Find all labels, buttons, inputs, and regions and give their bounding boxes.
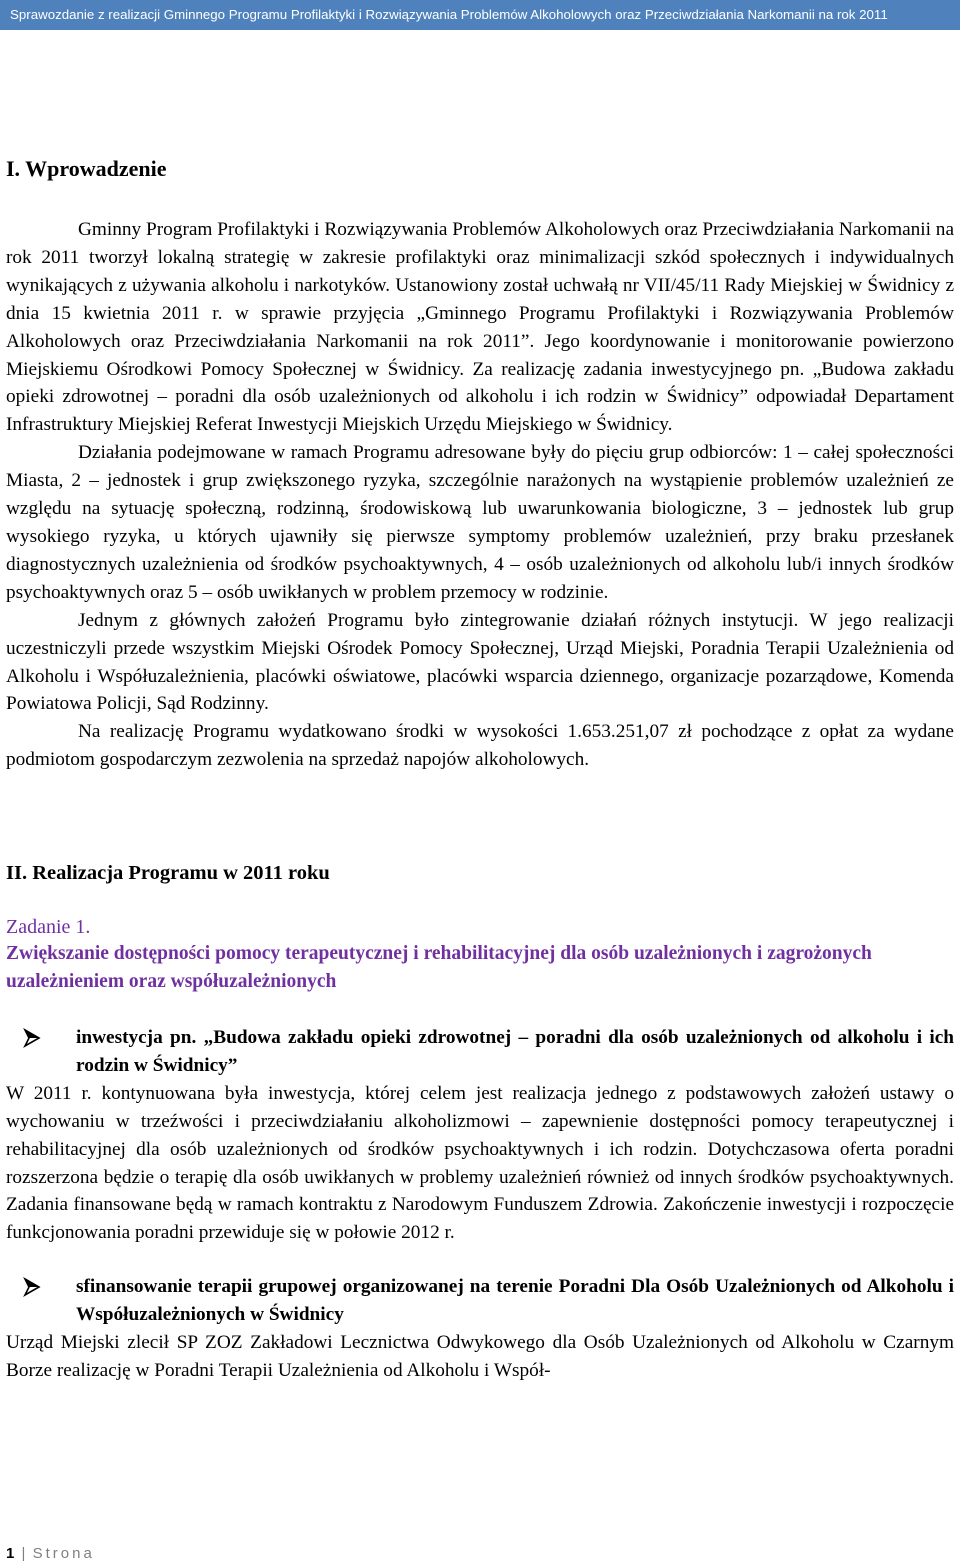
intro-paragraph-3: Jednym z głównych założeń Programu było zintegrowanie działań różnych instytucji. W jego realizacji uczestniczyli przede wszystkim Miejski Ośrodek Pomocy Społecznej, Urząd Miejski, Poradnia Terapii Uzależnienia od Alkoholu i Współuzależnienia, placówki oświatowe, placówki wsparcia dziennego, organizacje pozarządowe, Komenda Powiatowa Policji, Sąd Rodzinny. [6,609,954,715]
section-spacer [6,774,954,860]
page-footer [6,1545,95,1562]
bullet-title-group-therapy: sfinansowanie terapii grupowej organizowanej na terenie Poradni Dla Osób Uzależnionych od Alkoholu i Współuzależnionych w Świdnicy [76,1275,954,1325]
bullet-item-investment [6,1024,954,1080]
page-word: Strona [32,1545,95,1562]
running-header [0,0,960,30]
arrow-bullet-icon [22,1277,42,1297]
arrow-bullet-icon [22,1028,42,1048]
bullet-item-group-therapy [6,1273,954,1329]
bullet-title-investment: inwestycja pn. „Budowa zakładu opieki zdrowotnej – poradni dla osób uzależnionych od alkoholu i ich rodzin w Świdnicy” [76,1027,954,1077]
task-label: Zadanie 1. [6,916,91,939]
intro-paragraph-2: Działania podejmowane w ramach Programu adresowane były do pięciu grup odbiorców: 1 – całej społeczności Miasta, 2 – jednostek i grup zwiększonego ryzyka, szczególnie narażonych na wystąpienie problemów uzależnień ze względu na sytuację społeczną, rodzinną, środowiskową lub uwarunkowania biologiczne, 3 – jednostek lub grup wysokiego ryzyka, u których ujawniły się pierwsze symptomy problemów uzależnień, przy braku przesłanek diagnostycznych uzależnienia od środków psychoaktywnych, 4 – osób uzależnionych od alkoholu lub/i innych środków psychoaktywnych oraz 5 – osób uwikłanych w problem przemocy w rodzinie. [6,442,954,603]
bullet-text-group-therapy: Urząd Miejski zlecił SP ZOZ Zakładowi Lecznictwa Odwykowego dla Osób Uzależnionych od Alkoholu w Czarnym Borze realizację w Poradni Terapii Uzależnienia od Alkoholu i Współ- [6,1331,954,1381]
intro-paragraph-1: Gminny Program Profilaktyki i Rozwiązywania Problemów Alkoholowych oraz Przeciwdziałania Narkomanii na rok 2011 tworzył lokalną strategię w zakresie profilaktyki oraz minimalizacji szkód społecznych i indywidualnych wynikających z używania alkoholu i narkotyków. Ustanowiony został uchwałą nr VII/45/11 Rady Miejskiej w Świdnicy z dnia 15 kwietnia 2011 r. w sprawie przyjęcia „Gminnego Programu Profilaktyki i Rozwiązywania Problemów Alkoholowych oraz Przeciwdziałania Narkomanii na rok 2011”. Jego koordynowanie i monitorowanie powierzono Miejskiemu Ośrodkowi Pomocy Społecznej w Świdnicy. Za realizację zadania inwestycyjnego pn. „Budowa zakładu opieki zdrowotnej – poradni dla osób uzależnionych od alkoholu i ich rodzin w Świdnicy” odpowiadał Departament Infrastruktury Miejskiej Referat Inwestycji Miejskich Urzędu Miejskiego w Świdnicy. [6,219,955,436]
document-body [6,156,954,1385]
section-heading-introduction: I. Wprowadzenie [6,156,167,181]
page-number: 1 [6,1545,15,1562]
running-header-title: Sprawozdanie z realizacji Gminnego Programu Profilaktyki i Rozwiązywania Problemów Alkoholowych oraz Przeciwdziałania Narkomanii na rok 2011 [10,7,888,22]
bullet-text-investment: W 2011 r. kontynuowana była inwestycja, której celem jest realizacja jednego z podstawowych założeń ustawy o wychowaniu w trzeźwości i przeciwdziałaniu alkoholizmowi – zapewnienie dostępności pomocy terapeutycznej i rehabilitacyjnej dla osób uzależnionych od środków psychoaktywnych i ich rodzin. Dotychczasowa oferta poradni rozszerzona będzie o terapię dla osób uwikłanych w problemy uzależnień również od innych środków psychoaktywnych. Zadania finansowane będą w ramach kontraktu z Narodowym Funduszem Zdrowia. Zakończenie inwestycji i rozpoczęcie funkcjonowania poradni przewiduje się w połowie 2012 r. [6,1083,954,1244]
section-heading-realization: II. Realizacja Programu w 2011 roku [6,862,330,885]
task-title: Zwiększanie dostępności pomocy terapeutycznej i rehabilitacyjnej dla osób uzależnionych i zagrożonych uzależnieniem oraz współuzależnionych [6,943,872,993]
bullet-gap [6,1247,954,1273]
footer-separator: | [21,1545,26,1562]
intro-paragraph-4: Na realizację Programu wydatkowano środki w wysokości 1.653.251,07 zł pochodzące z opłat za wydane podmiotom gospodarczym zezwolenia na sprzedaż napojów alkoholowych. [6,721,954,771]
